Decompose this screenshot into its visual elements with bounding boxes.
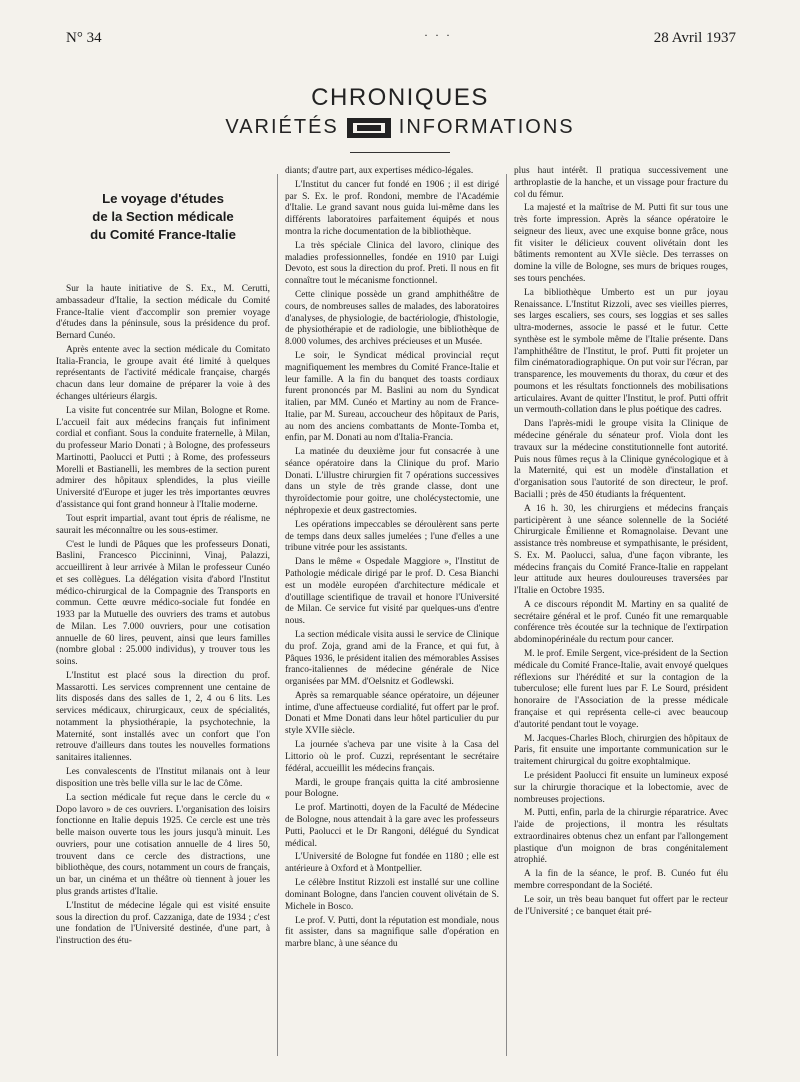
paragraph: Le soir, un très beau banquet fut offert par le recteur de l'Université ; ce banquet était pré- xyxy=(514,895,728,917)
column-divider xyxy=(506,174,507,1056)
paragraph: La visite fut concentrée sur Milan, Bologne et Rome. L'accueil fait aux médecins français fut infiniment cordial et confiant. Sous la conduite fraternelle, à Milan, du professeur Mario Donati ; à Bologne, des professeurs Martinotti, Paolucci et Putti ; à Rome, des professeurs Morelli et Bastianelli, les membres de la section purent admirer des hôpitaux splendides, la plus vieille Université d'Europe et juger les très importantes œuvres d'assistance qui font grand honneur à l'Italie moderne. xyxy=(56,405,270,510)
paragraph: Dans le même « Ospedale Maggiore », l'Institut de Pathologie médicale dirigé par le prof. D. Cesa Bianchi est un modèle européen d'architecture médicale et d'outillage scientifique de travail et honore l'Université de Milan. Ce service fut visité par quelques-uns d'entre nous. xyxy=(285,557,499,627)
paragraph: Le prof. V. Putti, dont la réputation est mondiale, nous fit assister, dans sa magnifique salle d'opération en marbre blanc, à une séance du xyxy=(285,915,499,950)
paragraph: Mardi, le groupe français quitta la cité ambrosienne pour Bologne. xyxy=(285,777,499,800)
paragraph: La bibliothèque Umberto est un pur joyau Renaissance. L'Institut Rizzoli, avec ses vieilles pierres, ses larges escaliers, ses cours, ses loggias et ses salles ultra-modernes, associe le passé et le futur. Cette synthèse est le symbole même de l'Italie présente. Dans l'amphithéâtre de l'Institut, le prof. Putti fit projeter un film cinématoradiographique. On put voir sur l'écran, par transparence, les mouvements du thorax, du cœur et des poumons et les résultats fonctionnels des mobilisations articulaires. Avant de quitter l'Institut, le prof. Putti offrit un vermouth-collation dans le plus poétique des cadres. xyxy=(514,287,728,416)
paragraph: M. Jacques-Charles Bloch, chirurgien des hôpitaux de Paris, fit ensuite une importante communication sur le traitement chirurgical du goitre exophtalmique. xyxy=(514,733,728,768)
paragraph: Cette clinique possède un grand amphithéâtre de cours, de nombreuses salles de malades, des laboratoires d'analyses, de physiologie, de bactériologie, d'histologie, de physiothérapie et de radiologie, une bibliothèque de 8.000 volumes, des archives précieuses et un Musée. xyxy=(285,290,499,348)
page-header xyxy=(66,30,736,48)
column-2-text xyxy=(285,166,499,951)
subtitle-varietes: VARIÉTÉS xyxy=(225,116,339,138)
issue-number: N° 34 xyxy=(66,30,102,46)
paragraph: La journée s'acheva par une visite à la Casa del Littorio où le prof. Cuzzi, représentant le secrétaire fédéral, accueillit les médecins français. xyxy=(285,740,499,774)
paragraph: La matinée du deuxième jour fut consacrée à une séance opératoire dans la Clinique du prof. Mario Donati. L'illustre chirurgien fit 7 opérations successives dans un style de très grande classe, dont une thyroïdectomie pour goitre, une cholécystectomie, une néphropexie et deux gastrectomies. xyxy=(285,447,499,516)
paragraph: M. Putti, enfin, parla de la chirurgie réparatrice. Avec l'aide de projections, il montra les résultats extraordinaires obtenus chez un enfant par l'allongement plastique d'un moignon de bras congénitalement atrophié. xyxy=(514,808,728,866)
paragraph: Tout esprit impartial, avant tout épris de réalisme, ne saurait les méconnaître ou les sous-estimer. xyxy=(56,513,270,536)
column-3-text xyxy=(514,166,728,919)
subtitle-informations: INFORMATIONS xyxy=(398,116,575,138)
paragraph: A la fin de la séance, le prof. B. Cunéo fut élu membre correspondant de la Société. xyxy=(514,869,728,892)
article-title xyxy=(56,190,270,244)
paragraph: M. le prof. Emile Sergent, vice-président de la Section médicale du Comité France-Italie, avait envoyé quelques réflexions sur l'hérédité et sur la contagion de la tuberculose; elle furent lues par F. Le Sourd, président honoraire de l'Association de la presse médicale française et qui représenta celle-ci avec beaucoup d'autorité pendant tout le voyage. xyxy=(514,649,728,730)
title-divider xyxy=(350,152,450,153)
paragraph: C'est le lundi de Pâques que les professeurs Donati, Baslini, Francesco Piccininni, Vinaj, Palazzi, accueillirent à leur arrivée à Milan le professeur Cunéo et ses collègues. La délégation visita d'abord l'Institut médico-chirurgical de la Compagnie des Transports en commun. Cette œuvre médico-sociale fut fondée en 1933 par la Mutuelle des ouvriers des trams et autobus de Milan. Les 7.000 ouvriers, pour une cotisation annuelle de 60 lires, peuvent, ainsi que leurs familles (nombre global : 25.000 individus), y trouver tous les soins. xyxy=(56,539,270,667)
paragraph: A 16 h. 30, les chirurgiens et médecins français participèrent à une séance solennelle de la Société Chirurgicale Émilienne et Romagnolaise. Devant une assistance très nombreuse et sympathisante, le président, S. Ex. M. Paolucci, salua, d'une façon vibrante, les médecins français du Comité France-Italie en rappelant leur attitude aux heures douloureuses traversées par l'Italie en Octobre 1935. xyxy=(514,503,728,596)
article-title-line: Le voyage d'études xyxy=(102,191,224,206)
paragraph: Après entente avec la section médicale du Comitato Italia-Francia, le groupe avait été limité à quelques représentants de l'activité médicale française, chargés chacun dans leur domaine de préparer la voie à des échanges ultérieurs élargis. xyxy=(56,344,270,402)
paragraph: A ce discours répondit M. Martiny en sa qualité de secrétaire général et le prof. Cunéo fit une remarquable conférence très écoutée sur la technique de l'extirpation abdominopérinéale du rectum pour cancer. xyxy=(514,599,728,646)
paragraph: diants; d'autre part, aux expertises médico-légales. xyxy=(285,166,474,176)
column-3 xyxy=(514,166,728,1066)
column-1-text xyxy=(56,284,270,948)
article-title-line: du Comité France-Italie xyxy=(90,227,236,242)
paragraph: L'Institut est placé sous la direction du prof. Massarotti. Les services comprennent une centaine de lits disposés dans des salles de 1, 2, 4 ou 6 lits. Les services médicaux, chirurgicaux, ceux de spécialités, notamment la physiothérapie, la psychotechnie, la Maternité, sont installés avec un confort que l'on retrouve d'ailleurs dans toutes les nouvelles formations sanitaires italiennes. xyxy=(56,670,270,764)
column-divider xyxy=(277,174,278,1056)
paragraph: La très spéciale Clinica del lavoro, clinique des maladies professionnelles, fondée en 1910 par Luigi Devoto, est sous la direction du prof. Preti. Il nous en fit connaître tout le mécanisme fonctionnel. xyxy=(285,240,499,287)
paragraph: Le prof. Martinotti, doyen de la Faculté de Médecine de Bologne, nous attendait à la gare avec les professeurs Putti, Paolucci et le Dr Rangoni, délégué du Syndicat médical. xyxy=(285,803,499,849)
paragraph: Les convalescents de l'Institut milanais ont à leur disposition une très belle villa sur le lac de Côme. xyxy=(56,767,270,789)
issue-date: 28 Avril 1937 xyxy=(653,30,736,46)
section-subtitle xyxy=(0,116,800,139)
paragraph: Le célèbre Institut Rizzoli est installé sur une colline dominant Bologne, dans l'ancien couvent olivétain de S. Michele in Bosco. xyxy=(285,878,499,912)
paragraph: Les opérations impeccables se déroulèrent sans perte de temps dans deux salles jumelées ; l'une d'elles a une tribune vitrée pour les assistants. xyxy=(285,519,499,554)
paragraph: La majesté et la maîtrise de M. Putti fit sur tous une très forte impression. Après la séance opératoire le seigneur des lieux, avec une exquise bonne grâce, nous fit visiter le délicieux couvent olivétain dont les bâtiments remontent au XVIe siècle. Des terrasses on domine la ville de Bologne, ses murs de briques rouges, ses tours penchées. xyxy=(514,203,728,284)
paragraph: Le soir, le Syndicat médical provincial reçut magnifiquement les membres du Comité France-Italie et leur famille. A la fin du banquet des toasts cordiaux furent prononcés par M. Baslini au nom du Syndicat italien, par MM. Cunéo et Martiny au nom de France-Italie, par M. Sureau, accoucheur des hôpitaux de Paris, au nom des anciens combattants de Monte-Tomba et, enfin, par M. Donati au nom d'Italia-Francia. xyxy=(285,351,499,444)
column-1 xyxy=(56,166,270,1066)
paragraph: Sur la haute initiative de S. Ex., M. Cerutti, ambassadeur d'Italie, la section médicale du Comité France-Italie vient d'accomplir son premier voyage d'études dans la péninsule, sous la présidence du prof. Bernard Cunéo. xyxy=(56,284,270,341)
paragraph: plus haut intérêt. Il pratiqua successivement une arthroplastie de la hanche, et un vissage pour fracture du col du fémur. xyxy=(514,166,728,200)
decorative-emblem-icon xyxy=(347,118,391,138)
paragraph: Dans l'après-midi le groupe visita la Clinique de médecine générale du sénateur prof. Viola dont les travaux sur la médecine constitutionnelle font autorité. Puis nous fûmes reçus à la Clinique gynécologique et à la Maternité, qui est un modèle d'installation et d'organisation sous l'autorité de son directeur, le prof. Bacialli ; près de 450 étudiants la fréquentent. xyxy=(514,419,728,500)
article-title-line: de la Section médicale xyxy=(92,209,234,224)
paragraph: La section médicale fut reçue dans le cercle du « Dopo lavoro » de ces ouvriers. L'organisation des loisirs fonctionne en Italie depuis 1925. Ce cercle est une très belle maison ouverte tous les jours jusqu'à minuit. Les ouvriers, pour une cotisation annuelle de 4 lires 50, trouvent dans ce cercle des distractions, une bibliothèque, des cours, notamment un cours de français, un bar, un cinéma et un théâtre où tiennent à jouer les plus grands artistes d'Italie. xyxy=(56,792,270,897)
paragraph: L'Institut de médecine légale qui est visité ensuite sous la direction du prof. Cazzaniga, date de 1934 ; c'est une fondation de l'Université destinée, d'une part, à l'instruction des étu- xyxy=(56,900,270,946)
paragraph: Après sa remarquable séance opératoire, un déjeuner intime, d'une affectueuse cordialité, fut offert par le prof. Donati et Mme Donati dans leur hôtel particulier du pur style XVIIe siècle. xyxy=(285,690,499,737)
paragraph: Le président Paolucci fit ensuite un lumineux exposé sur la chirurgie thoracique et la lobectomie, avec de nombreuses projections. xyxy=(514,771,728,805)
section-title: CHRONIQUES xyxy=(311,84,489,111)
column-2 xyxy=(285,166,499,1066)
paragraph: L'Institut du cancer fut fondé en 1906 ; il est dirigé par S. Ex. le prof. Rondoni, membre de l'Académie d'Italie. Le grand savant nous guida lui-même dans les différents laboratoires parfaitement équipés et nous montra la riche documentation de la bibliothèque. xyxy=(285,179,499,237)
paragraph: L'Université de Bologne fut fondée en 1180 ; elle est antérieure à Oxford et à Montpellier. xyxy=(285,852,499,875)
article-body xyxy=(56,166,746,1066)
header-ornament: · · · xyxy=(424,28,452,42)
paragraph: La section médicale visita aussi le service de Clinique du prof. Zoja, grand ami de la France, et qui fut, à Pâques 1936, le président italien des mémorables Assises franco-italiennes de médecine générale de Nice organisées par MM. d'Oelsnitz et Godlewski. xyxy=(285,630,499,687)
